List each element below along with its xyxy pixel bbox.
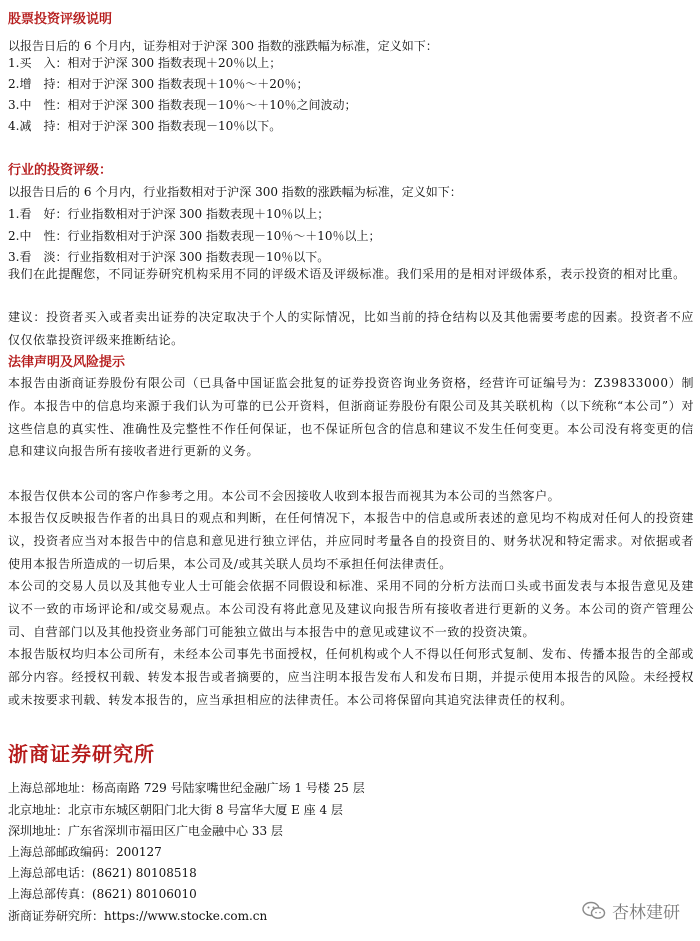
watermark-text: 杏林建研 xyxy=(612,903,680,923)
industry-rating-negative: 3.看 淡：行业指数相对于沪深 300 指数表现－10％以下。 xyxy=(8,250,330,264)
legal-paragraph: 本报告版权均归本公司所有，未经本公司事先书面授权，任何机构或个人不得以任何形式复制、发布、传播本报告的全部或部分内容。经授权刊载、转发本报告或者摘要的，应当注明本报告发布人和发布日期，并提示使用本报告的风险。未经授权或未按要求刊载、转发本报告的，应当承担相应的法律责任。本公司将保留向其追究法律责任的权利。 xyxy=(8,647,694,707)
company-name: 浙商证券研究所 xyxy=(8,742,155,766)
stock-rating-underweight: 4.减 持：相对于沪深 300 指数表现－10％以下。 xyxy=(8,119,282,133)
hq-address: 上海总部地址：杨高南路 729 号陆家嘴世纪金融广场 1 号楼 25 层 xyxy=(8,781,365,795)
legal-paragraph: 本报告仅供本公司的客户作参考之用。本公司不会因接收人收到本报告而视其为本公司的当然客户。 xyxy=(8,489,561,503)
beijing-address: 北京地址：北京市东城区朝阳门北大街 8 号富华大厦 E 座 4 层 xyxy=(8,803,343,817)
stock-rating-neutral: 3.中 性：相对于沪深 300 指数表现－10％～＋10％之间波动； xyxy=(8,98,357,112)
legal-title: 法律声明及风险提示 xyxy=(8,355,126,370)
postal-code: 上海总部邮政编码：200127 xyxy=(8,845,162,859)
industry-rating-title: 行业的投资评级： xyxy=(8,163,113,178)
wechat-icon xyxy=(582,901,606,921)
legal-paragraph: 本公司的交易人员以及其他专业人士可能会依据不同假设和标准、采用不同的分析方法而口头或书面发表与本报告意见及建议不一致的市场评论和/或交易观点。本公司没有将此意见及建议向报告所有接收者进行更新的义务。本公司的资产管理公司、自营部门以及其他投资业务部门可能独立做出与本报告中的意见或建议不一致的投资决策。 xyxy=(8,579,694,639)
stock-rating-title: 股票投资评级说明 xyxy=(8,12,113,27)
stock-rating-buy: 1.买 入：相对于沪深 300 指数表现＋20％以上； xyxy=(8,56,282,70)
stock-rating-overweight: 2.增 持：相对于沪深 300 指数表现＋10％～＋20％； xyxy=(8,77,309,91)
phone-number: 上海总部电话：(8621) 80108518 xyxy=(8,866,197,880)
investment-advice: 建议：投资者买入或者卖出证券的决定取决于个人的实际情况，比如当前的持仓结构以及其他需要考虑的因素。投资者不应仅仅依靠投资评级来推断结论。 xyxy=(8,310,694,347)
website[interactable]: 浙商证券研究所：https://www.stocke.com.cn xyxy=(8,909,268,923)
watermark xyxy=(582,898,680,923)
stock-rating-intro: 以报告日后的 6 个月内，证券相对于沪深 300 指数的涨跌幅为标准，定义如下： xyxy=(8,39,438,53)
industry-rating-neutral: 2.中 性：行业指数相对于沪深 300 指数表现－10％～＋10％以上； xyxy=(8,229,381,243)
industry-rating-positive: 1.看 好：行业指数相对于沪深 300 指数表现＋10％以上； xyxy=(8,207,330,221)
legal-paragraph: 本报告由浙商证券股份有限公司（已具备中国证监会批复的证券投资咨询业务资格，经营许可证编号为：Z39833000）制作。本报告中的信息均来源于我们认为可靠的已公开资料，但浙商证券股份有限公司及其关联机构（以下统称“本公司”）对这些信息的真实性、准确性及完整性不作任何保证，也不保证所包含的信息和建议不发生任何变更。本公司没有将变更的信息和建议向报告所有接收者进行更新的义务。 xyxy=(8,376,694,459)
industry-rating-intro: 以报告日后的 6 个月内，行业指数相对于沪深 300 指数的涨跌幅为标准，定义如下： xyxy=(8,185,462,199)
rating-system-note: 我们在此提醒您，不同证券研究机构采用不同的评级术语及评级标准。我们采用的是相对评级体系，表示投资的相对比重。 xyxy=(8,267,686,281)
fax-number: 上海总部传真：(8621) 80106010 xyxy=(8,887,197,901)
legal-paragraph: 本报告仅反映报告作者的出具日的观点和判断，在任何情况下，本报告中的信息或所表述的意见均不构成对任何人的投资建议，投资者应当对本报告中的信息和意见进行独立评估，并应同时考量各自的投资目的、财务状况和特定需求。对依据或者使用本报告所造成的一切后果，本公司及/或其关联人员均不承担任何法律责任。 xyxy=(8,511,694,571)
shenzhen-address: 深圳地址：广东省深圳市福田区广电金融中心 33 层 xyxy=(8,824,283,838)
